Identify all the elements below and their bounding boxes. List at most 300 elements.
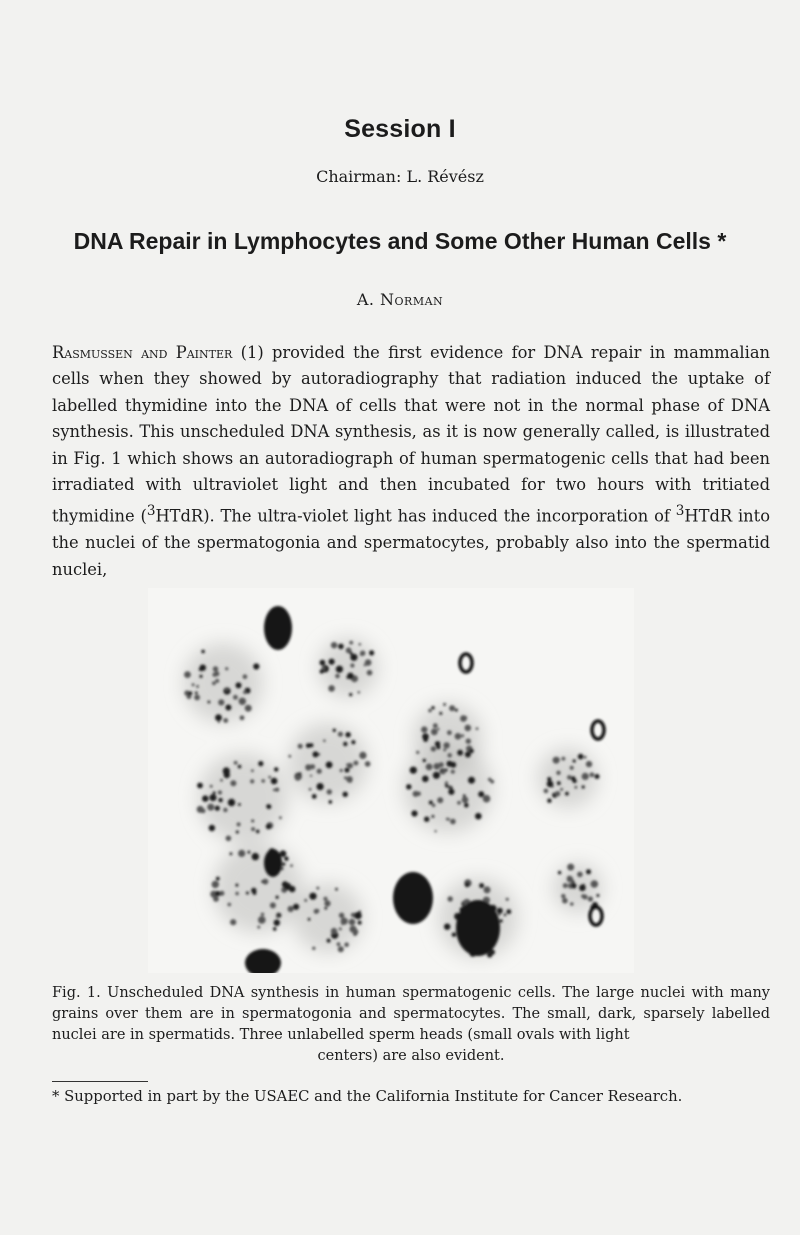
silver-grain (235, 892, 239, 896)
silver-grain (338, 732, 343, 737)
silver-grain (582, 884, 585, 887)
silver-grain (195, 692, 198, 695)
silver-grain (290, 864, 293, 867)
silver-grain (437, 797, 443, 803)
silver-grain (346, 776, 352, 782)
silver-grain (586, 869, 591, 874)
silver-grain (577, 872, 583, 878)
caption-last-line: centers) are also evident. (317, 1048, 505, 1064)
silver-grain (320, 669, 324, 673)
silver-grain (261, 779, 265, 783)
silver-grain (238, 765, 242, 769)
chairman-line: Chairman: L. Révész (316, 167, 484, 186)
silver-grain (235, 884, 238, 887)
silver-grain (567, 864, 574, 871)
silver-grain (574, 786, 577, 789)
silver-grain (578, 754, 584, 760)
silver-grain (327, 789, 332, 794)
silver-grain (557, 781, 561, 785)
silver-grain (432, 804, 436, 808)
silver-grain (350, 663, 354, 667)
silver-grain (484, 886, 491, 893)
silver-grain (279, 816, 282, 819)
autoradiograph-image (148, 588, 634, 973)
figure-caption (52, 983, 770, 1067)
silver-grain (555, 791, 560, 796)
silver-grain (469, 749, 473, 753)
silver-grain (237, 822, 241, 826)
silver-grain (506, 898, 509, 901)
silver-grain (441, 770, 446, 775)
silver-grain (240, 715, 245, 720)
silver-grain (554, 757, 560, 763)
silver-grain (547, 781, 554, 788)
silver-grain (212, 881, 219, 888)
silver-grain (346, 763, 349, 766)
silver-grain (562, 757, 566, 761)
silver-grain (343, 792, 348, 797)
silver-grain (586, 761, 592, 767)
silver-grain (323, 897, 327, 901)
silver-grain (479, 883, 484, 888)
silver-grain (349, 693, 352, 696)
silver-grain (308, 918, 311, 921)
silver-grain (270, 902, 276, 908)
silver-grain (431, 729, 438, 736)
silver-grain (432, 815, 435, 818)
silver-grain (572, 779, 576, 783)
silver-grain (506, 909, 511, 914)
silver-grain (558, 871, 561, 874)
silver-grain (338, 946, 344, 952)
silver-grain (360, 651, 365, 656)
silver-grain (251, 888, 256, 893)
silver-grain (582, 785, 585, 788)
silver-grain (347, 673, 354, 680)
silver-grain (337, 942, 341, 946)
silver-grain (309, 893, 316, 900)
silver-grain (215, 679, 219, 683)
silver-grain (353, 929, 359, 935)
silver-grain (199, 668, 202, 671)
author-name: A. Norman (356, 290, 444, 309)
silver-grain (192, 683, 195, 686)
silver-grain (230, 780, 236, 786)
silver-grain (274, 767, 278, 771)
silver-grain (258, 916, 266, 924)
silver-grain (423, 737, 428, 742)
silver-grain (258, 761, 263, 766)
silver-grain (212, 681, 216, 685)
silver-grain (497, 908, 503, 914)
silver-grain (460, 715, 467, 722)
silver-grain (210, 785, 213, 788)
silver-grain (257, 926, 260, 929)
silver-grain (595, 774, 600, 779)
caption-text: Fig. 1. Unscheduled DNA synthesis in human spermatogenic cells. The large nuclei with many grains over them are in spermatogonia and spermatocytes. The small, dark, sparsely labelled nuclei are in spermatids. Three unlabelled sperm heads (small ovals with light (52, 985, 770, 1043)
silver-grain (573, 759, 576, 762)
silver-grain (429, 801, 433, 805)
spermatid-nucleus (264, 849, 282, 877)
silver-grain (271, 778, 278, 785)
silver-grain (236, 682, 242, 688)
silver-grain (435, 741, 440, 746)
silver-grain (306, 743, 311, 748)
silver-grain (428, 709, 432, 713)
silver-grain (340, 769, 343, 772)
silver-grain (423, 759, 426, 762)
silver-grain (293, 904, 299, 910)
spermatid-nucleus (264, 606, 292, 650)
silver-grain (252, 853, 259, 860)
silver-grain (261, 880, 264, 883)
spermatid-nucleus (393, 872, 433, 924)
silver-grain (571, 883, 576, 888)
silver-grain (439, 762, 444, 767)
silver-grain (226, 836, 232, 842)
silver-grain (228, 903, 232, 907)
silver-grain (243, 674, 248, 679)
silver-grain (478, 791, 484, 797)
silver-grain (445, 781, 448, 784)
silver-grain (230, 852, 233, 855)
nucleus-halo (183, 643, 263, 723)
silver-grain (344, 942, 349, 947)
silver-grain (309, 788, 312, 791)
silver-grain (455, 709, 458, 712)
silver-grain (266, 824, 271, 829)
silver-grain (343, 742, 347, 746)
sperm-head (592, 721, 604, 739)
silver-grain (582, 773, 589, 780)
silver-grain (223, 718, 228, 723)
silver-grain (261, 913, 264, 916)
silver-grain (450, 819, 456, 825)
silver-grain (443, 703, 446, 706)
spermatid-nucleus (245, 949, 281, 973)
silver-grain (448, 789, 454, 795)
silver-grain (345, 732, 350, 737)
silver-grain (457, 750, 463, 756)
silver-grain (220, 779, 223, 782)
silver-grain (475, 813, 482, 820)
silver-grain (243, 691, 247, 695)
silver-grain (562, 898, 568, 904)
silver-grain (201, 650, 205, 654)
silver-grain (359, 643, 362, 646)
silver-grain (447, 818, 450, 821)
silver-grain (199, 675, 202, 678)
silver-grain (295, 774, 301, 780)
silver-grain (333, 729, 336, 732)
silver-grain (212, 673, 216, 677)
silver-grain (208, 701, 211, 704)
silver-grain (437, 728, 440, 731)
silver-grain (426, 764, 433, 771)
silver-grain (234, 761, 238, 765)
silver-grain (433, 772, 440, 779)
silver-grain (304, 899, 307, 902)
silver-grain (201, 809, 206, 814)
silver-grain (447, 730, 452, 735)
silver-grain (251, 827, 255, 831)
article-title: DNA Repair in Lymphocytes and Some Other Human Cells * (73, 228, 727, 254)
silver-grain (312, 947, 315, 950)
silver-grain (314, 909, 319, 914)
silver-grain (210, 794, 217, 801)
paragraph-part-2: HTdR). The ultra-violet light has induced the incorporation of (155, 506, 676, 526)
silver-grain (209, 825, 215, 831)
silver-grain (276, 896, 279, 899)
silver-grain (544, 789, 549, 794)
silver-grain (327, 939, 331, 943)
silver-grain (349, 919, 356, 926)
silver-grain (431, 746, 436, 751)
silver-grain (218, 790, 222, 794)
silver-grain (339, 927, 342, 930)
silver-grain (274, 920, 280, 926)
superscript-3b: 3 (675, 503, 685, 520)
silver-grain (282, 863, 285, 866)
silver-grain (213, 791, 216, 794)
silver-grain (324, 900, 330, 906)
silver-grain (213, 666, 218, 671)
silver-grain (447, 761, 453, 767)
silver-grain (433, 723, 438, 728)
silver-grain (194, 695, 200, 701)
silver-grain (276, 915, 279, 918)
silver-grain (468, 777, 475, 784)
silver-grain (215, 714, 222, 721)
paragraph-part-1: (1) provided the first evidence for DNA repair in mammalian cells when they showed by autoradiography that radiation induced the uptake of labelled thymidine into the DNA of cells that were not in the normal phase of DNA synthesis. This unscheduled DNA synthesis, as it is now generally called, is illustrated in Fig. 1 which shows an autoradiograph of human spermatogenic cells that had been irradiated with ultraviolet light and then incubated for two hours with tritiated thymidine ( (52, 343, 771, 526)
silver-grain (448, 753, 452, 757)
silver-grain (434, 830, 436, 832)
silver-grain (197, 783, 203, 789)
silver-grain (305, 764, 311, 770)
silver-grain (299, 772, 301, 774)
silver-grain (196, 685, 198, 687)
silver-grain (565, 792, 569, 796)
silver-grain (225, 705, 231, 711)
silver-grain (310, 775, 312, 777)
silver-grain (567, 775, 572, 780)
silver-grain (238, 850, 245, 857)
silver-grain (444, 924, 450, 930)
silver-grain (324, 907, 327, 910)
silver-grain (202, 795, 208, 801)
silver-grain (246, 892, 249, 895)
silver-grain (416, 751, 419, 754)
silver-grain (422, 776, 429, 783)
superscript-3: 3 (146, 503, 156, 520)
silver-grain (359, 911, 361, 913)
silver-grain (313, 751, 319, 757)
body-paragraph (52, 340, 770, 583)
silver-grain (253, 663, 259, 669)
silver-grain (561, 894, 565, 898)
silver-grain (369, 650, 374, 655)
silver-grain (338, 644, 344, 650)
spermatid-nucleus (456, 900, 500, 956)
sperm-head (590, 907, 602, 925)
silver-grain (596, 894, 599, 897)
silver-grain (251, 769, 254, 772)
silver-grain (316, 887, 319, 890)
silver-grain (500, 919, 503, 922)
silver-grain (431, 706, 434, 709)
silver-grain (567, 876, 573, 882)
silver-grain (341, 918, 348, 925)
silver-grain (284, 883, 291, 890)
silver-grain (351, 740, 355, 744)
silver-grain (547, 777, 551, 781)
silver-grain (331, 642, 337, 648)
silver-grain (350, 654, 357, 661)
silver-grain (358, 691, 361, 694)
silver-grain (336, 666, 343, 673)
silver-grain (413, 791, 419, 797)
autoradiograph-figure (148, 588, 634, 973)
silver-grain (351, 913, 355, 917)
silver-grain (556, 771, 560, 775)
silver-grain (238, 803, 241, 806)
silver-grain (424, 817, 429, 822)
silver-grain (421, 726, 427, 732)
silver-grain (329, 659, 335, 665)
silver-grain (312, 794, 317, 799)
silver-grain (215, 806, 220, 811)
silver-grain (251, 820, 254, 823)
silver-grain (563, 883, 568, 888)
silver-grain (268, 776, 271, 779)
footnote: * Supported in part by the USAEC and the California Institute for Cancer Research. (52, 1088, 683, 1105)
silver-grain (359, 752, 366, 759)
silver-grain (335, 674, 340, 679)
silver-grain (329, 800, 333, 804)
silver-grain (411, 810, 417, 816)
silver-grain (275, 788, 279, 792)
silver-grain (367, 670, 373, 676)
silver-grain (317, 783, 324, 790)
silver-grain (248, 851, 251, 854)
silver-grain (323, 739, 326, 742)
silver-grain (490, 780, 494, 784)
silver-grain (223, 808, 227, 812)
silver-grain (184, 671, 191, 678)
silver-grain (256, 830, 260, 834)
silver-grain (483, 795, 491, 803)
sperm-head (460, 654, 472, 672)
silver-grain (588, 896, 593, 901)
silver-grain (284, 857, 288, 861)
silver-grain (365, 761, 371, 767)
silver-grain (331, 928, 337, 934)
silver-grain (583, 895, 588, 900)
silver-grain (358, 921, 362, 925)
silver-grain (451, 770, 455, 774)
silver-grain (355, 912, 362, 919)
silver-grain (547, 799, 551, 803)
silver-grain (590, 772, 595, 777)
silver-grain (213, 896, 219, 902)
silver-grain (464, 803, 469, 808)
paragraph-part-3: HTdR into the nuclei of the spermatogonia and spermatocytes, probably also into the spermatid nuclei, (52, 506, 771, 579)
silver-grain (354, 761, 359, 766)
silver-grain (443, 742, 449, 748)
silver-grain (225, 688, 228, 691)
silver-grain (298, 744, 303, 749)
silver-grain (230, 919, 236, 925)
silver-grain (239, 698, 246, 705)
silver-grain (457, 801, 461, 805)
silver-grain (328, 685, 335, 692)
silver-grain (466, 739, 471, 744)
silver-grain (215, 891, 220, 896)
silver-grain (320, 660, 326, 666)
silver-grain (288, 906, 294, 912)
silver-grain (476, 727, 479, 730)
silver-grain (266, 804, 270, 808)
silver-grain (317, 769, 322, 774)
silver-grain (365, 659, 372, 666)
silver-grain (218, 721, 220, 723)
silver-grain (335, 888, 338, 891)
silver-grain (584, 756, 587, 759)
silver-grain (560, 788, 563, 791)
silver-grain (345, 768, 350, 773)
silver-grain (462, 797, 469, 804)
silver-grain (245, 705, 252, 712)
silver-grain (452, 933, 456, 937)
silver-grain (188, 691, 192, 695)
silver-grain (339, 913, 344, 918)
silver-grain (465, 725, 472, 732)
silver-grain (224, 772, 230, 778)
silver-grain (504, 914, 507, 917)
silver-grain (225, 667, 228, 670)
silver-grain (218, 699, 224, 705)
silver-grain (591, 880, 599, 888)
silver-grain (439, 712, 442, 715)
silver-grain (461, 734, 464, 737)
silver-grain (349, 641, 353, 645)
silver-grain (350, 652, 353, 655)
silver-grain (218, 798, 222, 802)
silver-grain (455, 733, 462, 740)
silver-grain (448, 896, 453, 901)
silver-grain (273, 927, 277, 931)
silver-grain (570, 902, 574, 906)
silver-grain (288, 755, 291, 758)
silver-grain (233, 695, 238, 700)
silver-grain (406, 784, 411, 789)
silver-grain (250, 779, 254, 783)
silver-grain (445, 784, 448, 787)
lead-names: Rasmussen and Painter (52, 343, 233, 362)
session-heading: Session I (344, 115, 456, 143)
silver-grain (207, 804, 214, 811)
silver-grain (410, 767, 417, 774)
silver-grain (449, 705, 455, 711)
silver-grain (236, 831, 239, 834)
silver-grain (465, 882, 470, 887)
silver-grain (443, 748, 446, 751)
silver-grain (326, 762, 333, 769)
silver-grain (228, 799, 235, 806)
footnote-rule (52, 1081, 148, 1082)
silver-grain (450, 786, 453, 789)
silver-grain (216, 877, 220, 881)
